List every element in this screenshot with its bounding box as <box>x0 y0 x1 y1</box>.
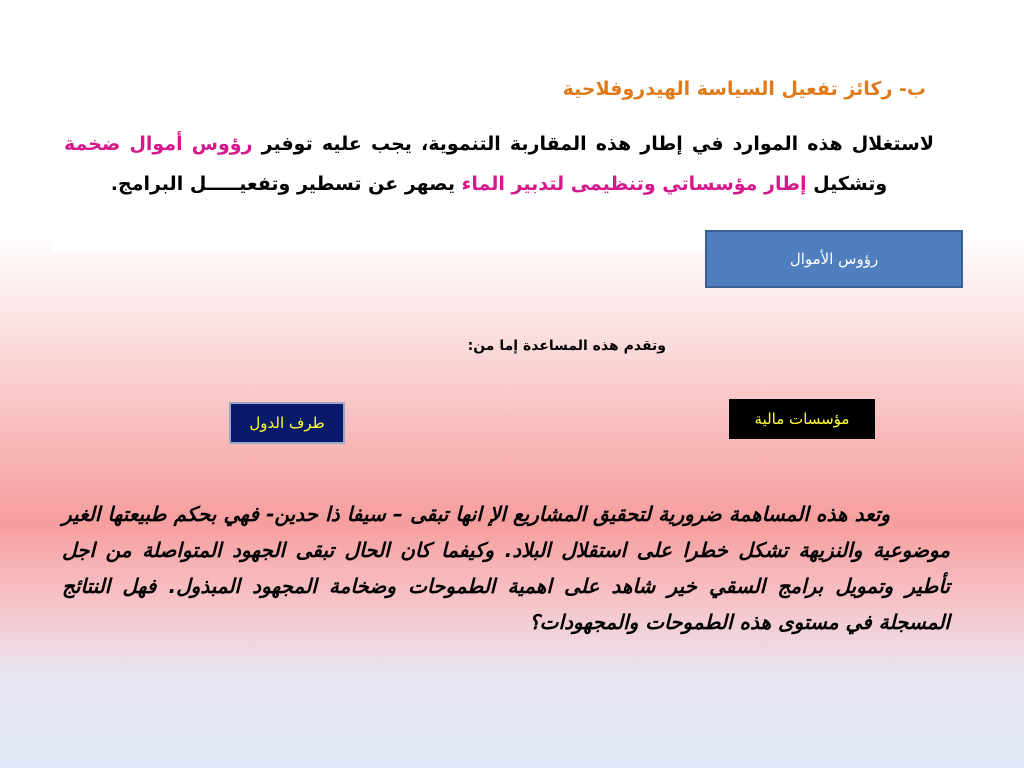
financial-institutions-label: مؤسسات مالية <box>754 410 850 428</box>
capital-box-label: رؤوس الأموال <box>789 250 879 268</box>
paragraph-text-3: يصهر عن تسطير وتفعيـــــل البرامج. <box>110 173 462 195</box>
intro-text: وتقدم هذه المساعدة إما من: <box>467 338 666 354</box>
financial-institutions-box <box>729 399 875 439</box>
section-heading: ب- ركائز تفعيل السياسة الهيدروفلاحية <box>562 78 926 100</box>
conclusion-paragraph: وتعد هذه المساهمة ضرورية لتحقيق المشاريع الإ انها تبقى – سيفا ذا حدين- فهي بحكم طبيعتها الغير موضوعية والنزيهة تشكل خطرا على استقلال البلاد. وكيفما كان الحال تبقى الجهود المتواصلة من اجل تأطير وتمويل برامج السقي خير شاهد على اهمية الطموحات وضخامة المجهود المبذول. فهل النتائج المسجلة في مستوى هذه الطموحات والمجهودات؟ <box>62 502 950 634</box>
highlight-institutional-framework: إطار مؤسساتي وتنظيمى لتدبير الماء <box>461 173 807 195</box>
paragraph-text-2: وتشكيل <box>806 173 888 195</box>
paragraph-text-1: لاستغلال هذه الموارد في إطار هذه المقاربة التنموية، يجب عليه توفير <box>252 133 934 155</box>
capital-box <box>705 230 963 288</box>
states-box-label: طرف الدول <box>249 414 325 432</box>
main-paragraph <box>64 124 934 204</box>
highlight-capital: رؤوس أموال ضخمة <box>64 133 253 155</box>
states-box <box>229 402 345 444</box>
